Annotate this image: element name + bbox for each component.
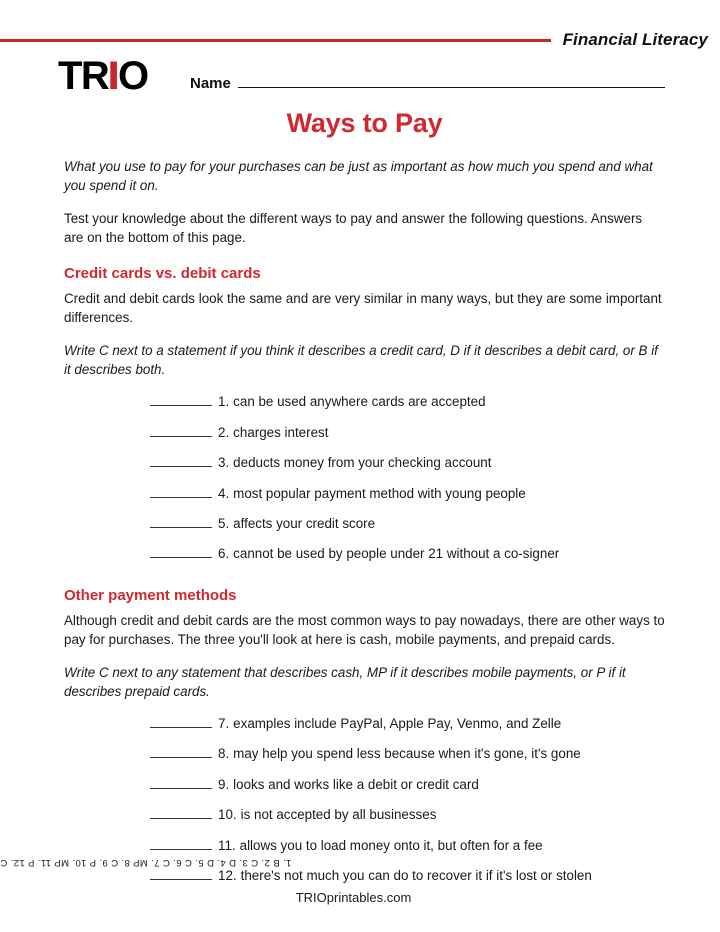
- list-item-label: may help you spend less because when it's gone, it's gone: [233, 746, 581, 762]
- list-item-label: can be used anywhere cards are accepted: [233, 394, 486, 410]
- section-body-other-payment-methods: Although credit and debit cards are the most common ways to pay nowadays, there are other ways to pay for purchases. The three you'll look at here is cash, mobile payments, and prepaid cards.: [64, 612, 665, 647]
- answer-key: 1. B 2. C 3. D 4. D 5. C 6. C 7. MP 8. C 9. P 10. MP 11. P 12. C: [0, 857, 292, 868]
- list-item: [64, 424, 665, 441]
- answer-blank[interactable]: [150, 867, 212, 880]
- site-footer-url: TRIOprintables.com: [295, 890, 412, 905]
- list-item-number: 7.: [218, 715, 230, 731]
- section-heading-credit-vs-debit: Credit cards vs. debit cards: [64, 265, 261, 283]
- list-item: [64, 776, 665, 793]
- answer-blank[interactable]: [150, 715, 212, 728]
- list-item-number: 8.: [218, 746, 230, 762]
- answer-blank[interactable]: [150, 393, 212, 406]
- answer-blank[interactable]: [150, 776, 212, 789]
- name-input-line[interactable]: [238, 74, 665, 88]
- item-list-credit-vs-debit: [64, 393, 665, 563]
- list-item-label: examples include PayPal, Apple Pay, Venmo, and Zelle: [233, 715, 562, 731]
- list-item-number: 4.: [218, 485, 230, 501]
- list-item: [64, 715, 665, 732]
- intro-lead: What you use to pay for your purchases can be just as important as how much you spend and what you spend it on.: [64, 159, 653, 194]
- intro-instructions: Test your knowledge about the different ways to pay and answer the following questions. Answers are on the bottom of this page.: [64, 211, 643, 246]
- logo-text-post: O: [117, 54, 148, 98]
- list-item-label: allows you to load money onto it, but often for a fee: [239, 837, 543, 853]
- page-title: Ways to Pay: [286, 108, 443, 138]
- list-item: [64, 867, 665, 884]
- list-item: [64, 393, 665, 410]
- list-item-number: 1.: [218, 394, 230, 410]
- list-item-number: 6.: [218, 546, 230, 562]
- worksheet-content: [64, 108, 665, 897]
- list-item-number: 10.: [218, 807, 237, 823]
- logo-text-pre: TR: [58, 54, 109, 98]
- list-item: [64, 485, 665, 502]
- page-header: [0, 0, 720, 105]
- list-item-label: looks and works like a debit or credit card: [233, 776, 479, 792]
- site-footer: [0, 890, 720, 905]
- list-item: [64, 837, 665, 854]
- list-item: [64, 806, 665, 823]
- answer-blank[interactable]: [150, 545, 212, 558]
- list-item-label: is not accepted by all businesses: [240, 807, 437, 823]
- section-heading-other-payment-methods: Other payment methods: [64, 586, 237, 604]
- list-item-number: 9.: [218, 776, 230, 792]
- list-item-number: 5.: [218, 515, 230, 531]
- answer-blank[interactable]: [150, 806, 212, 819]
- section-body-credit-vs-debit: Credit and debit cards look the same and are very similar in many ways, but they are some important differences.: [64, 291, 662, 326]
- list-item-label: deducts money from your checking account: [233, 455, 492, 471]
- answer-blank[interactable]: [150, 454, 212, 467]
- logo-red-bar-icon: I: [107, 54, 119, 98]
- list-item-label: cannot be used by people under 21 without a co-signer: [233, 546, 560, 562]
- answer-blank[interactable]: [150, 837, 212, 850]
- list-item-number: 11.: [218, 837, 236, 853]
- section-directions-other-payment-methods: Write C next to any statement that describes cash, MP if it describes mobile payments, or P if it describes prepaid cards.: [64, 664, 626, 699]
- answer-blank[interactable]: [150, 515, 212, 528]
- list-item-label: charges interest: [233, 424, 329, 440]
- list-item: [64, 745, 665, 762]
- list-item: [64, 545, 665, 562]
- answer-blank[interactable]: [150, 745, 212, 758]
- name-label: Name: [190, 75, 231, 92]
- list-item: [64, 454, 665, 471]
- subject-label: Financial Literacy: [562, 30, 708, 49]
- list-item-label: affects your credit score: [233, 515, 376, 531]
- list-item-label: there's not much you can do to recover it if it's lost or stolen: [240, 868, 592, 884]
- list-item: [64, 515, 665, 532]
- header-rule-row: [0, 30, 708, 50]
- list-item-label: most popular payment method with young people: [233, 485, 526, 501]
- header-red-rule: [0, 39, 551, 42]
- trio-logo: [58, 56, 148, 96]
- section-directions-credit-vs-debit: Write C next to a statement if you think it describes a credit card, D if it describes a debit card, or B if it describes both.: [64, 343, 658, 378]
- list-item-number: 12.: [218, 868, 237, 884]
- answer-blank[interactable]: [150, 485, 212, 498]
- name-field-row: [190, 74, 665, 92]
- list-item-number: 2.: [218, 424, 230, 440]
- list-item-number: 3.: [218, 455, 230, 471]
- answer-blank[interactable]: [150, 424, 212, 437]
